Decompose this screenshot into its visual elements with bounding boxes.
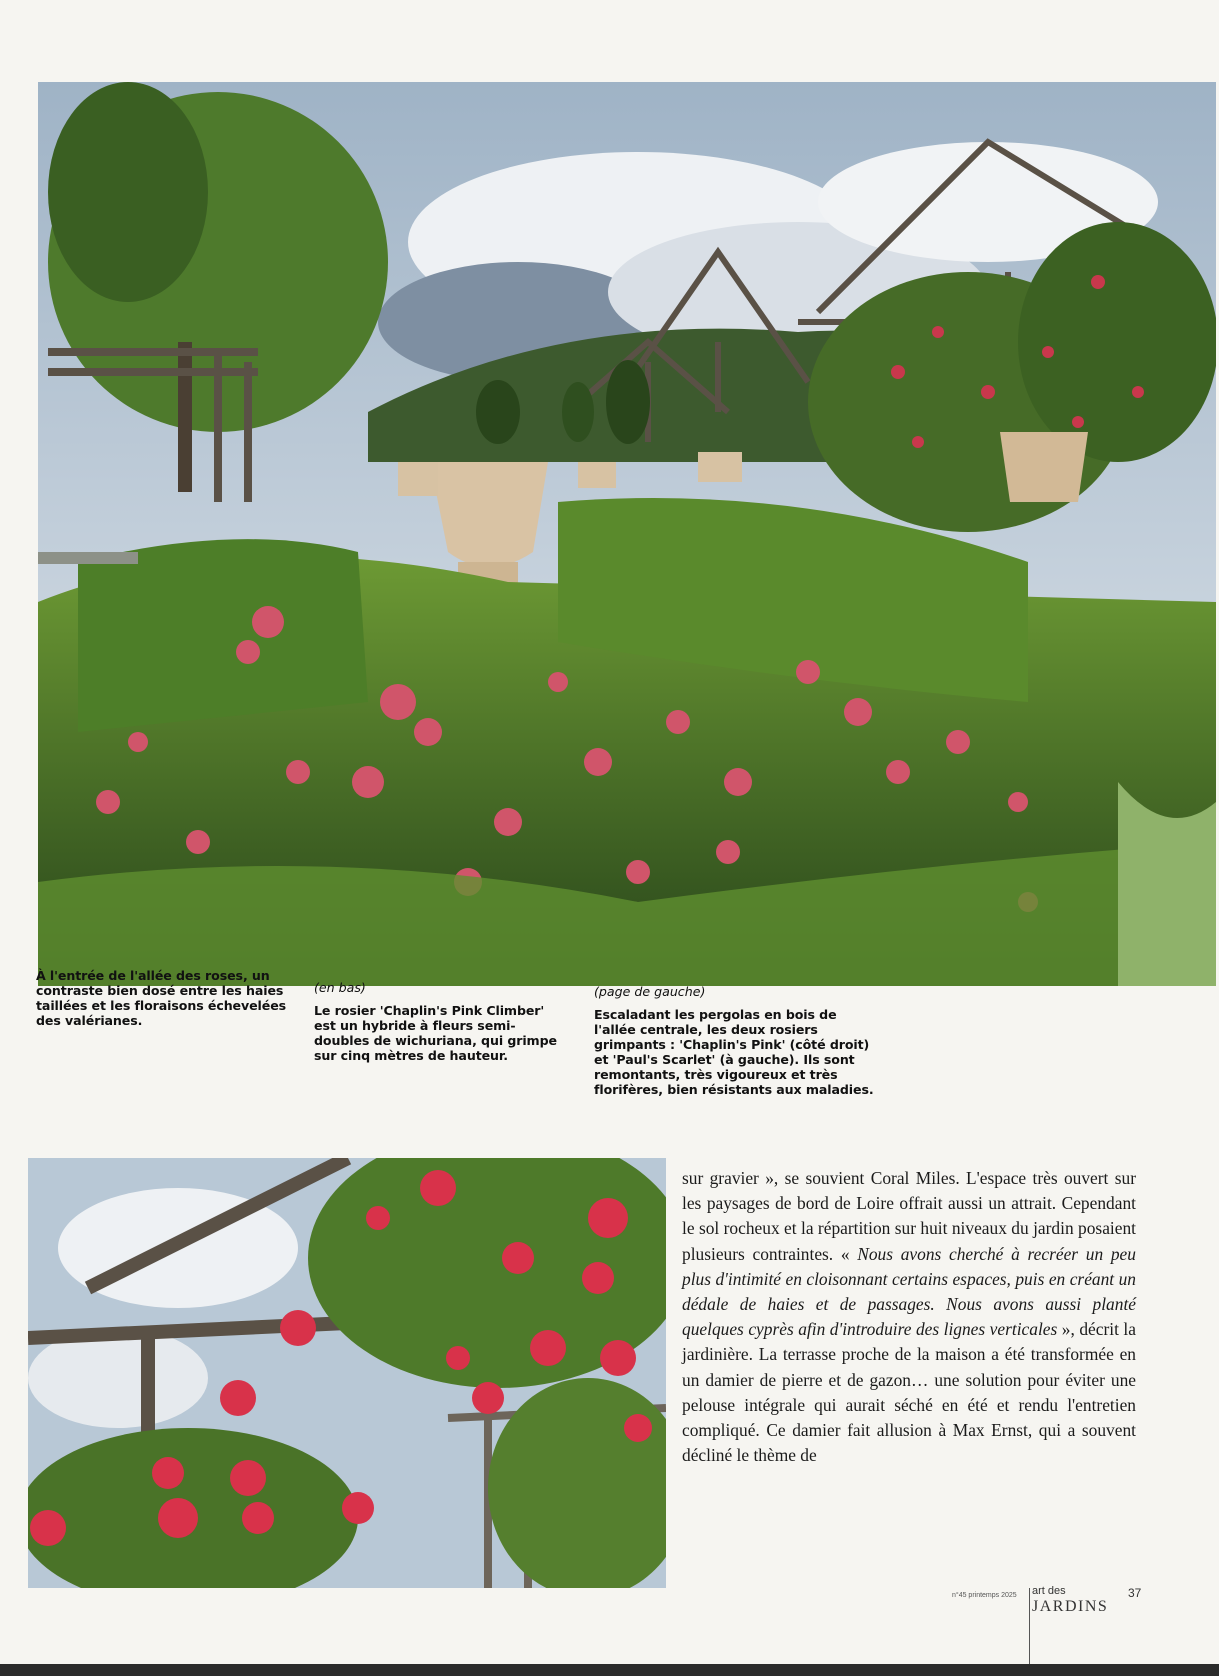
- garden-hedge-photo: [38, 82, 1216, 986]
- caption-left-page-text: Escaladant les pergolas en bois de l'allée centrale, les deux rosiers grimpants : 'Chaplin's Pink' (côté droit) et 'Paul's Scarlet' (à gauche). Ils sont remontants, très vigoureux et très florifères, bien résistants aux maladies.: [594, 1007, 874, 1097]
- page-number: 37: [1128, 1586, 1142, 1600]
- article-text-start: sur gravier », se souvient Coral Miles. L'espace très ouvert sur les paysages de bord de Loire offrait aussi un attrait. Cependant le sol rocheux et la répartition sur huit niveaux du jardin posaient plusieurs contraintes. «: [682, 1168, 1136, 1264]
- caption-entrance-text: À l'entrée de l'allée des roses, un contraste bien dosé entre les haies taillées et les floraisons échevelées des valérianes.: [36, 968, 287, 1028]
- logo-top: art des: [1032, 1585, 1066, 1597]
- article-body: [682, 1166, 1136, 1468]
- caption-bottom-text: Le rosier 'Chaplin's Pink Climber' est un hybride à fleurs semi-doubles de wichuriana, qui grimpe sur cinq mètres de hauteur.: [314, 1003, 557, 1063]
- article-text-end: », décrit la jardinière. La terrasse proche de la maison a été transformée en un damier de pierre et de gazon… une solution pour éviter une pelouse intégrale qui aurait séché en été et rendu l'entretien compliqué. Ce damier fait allusion à Max Ernst, qui a souvent décliné le thème de: [682, 1319, 1136, 1466]
- logo-bottom: JARDINS: [1032, 1598, 1109, 1615]
- caption-bottom-photo: [314, 980, 564, 1063]
- caption-left-page: [594, 984, 874, 1097]
- climbing-rose-photo: [28, 1158, 666, 1588]
- caption-entrance: [36, 968, 294, 1028]
- caption-bottom-heading: (en bas): [314, 980, 366, 995]
- article-quote: Nous avons cherché à recréer un peu plus d'intimité en cloisonnant certains espaces, puis en créant un dédale de haies et de passages. Nous avons aussi planté quelques cyprès afin d'introduire des lignes verticales: [682, 1243, 1136, 1340]
- caption-left-page-heading: (page de gauche): [594, 984, 706, 999]
- article-paragraph: [682, 1166, 1136, 1468]
- issue-info: n°45 printemps 2025: [952, 1592, 1017, 1599]
- footer-divider: [1029, 1588, 1030, 1668]
- scan-edge: [0, 1664, 1219, 1676]
- magazine-logo: [1032, 1584, 1108, 1614]
